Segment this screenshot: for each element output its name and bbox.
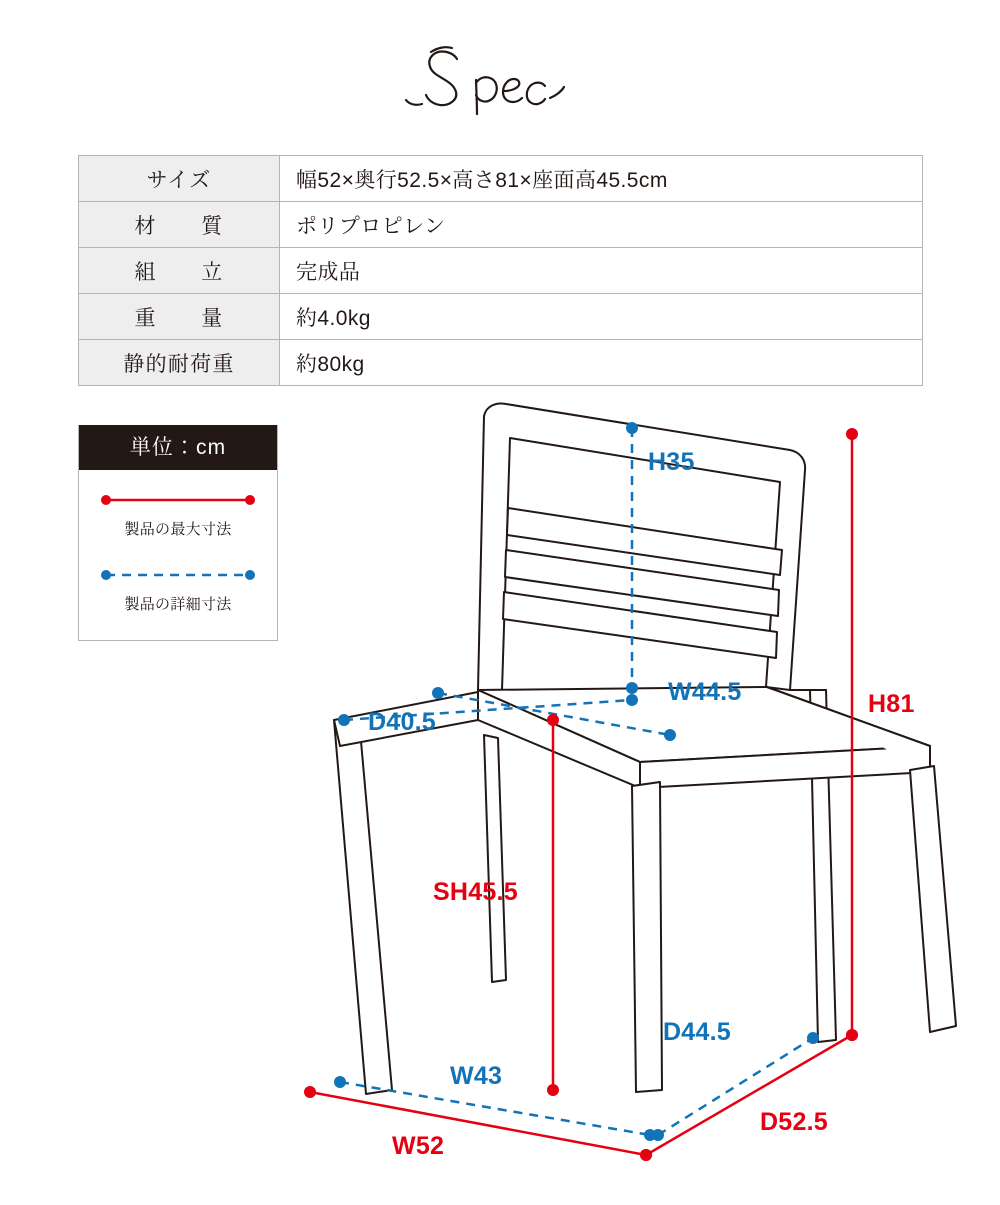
spec-title-script: [400, 42, 600, 122]
spec-value: 完成品: [280, 248, 923, 294]
table-row: [79, 340, 923, 386]
legend-detail-line: [79, 567, 277, 589]
label-h35: H35: [648, 448, 695, 476]
page-title: [0, 42, 1000, 122]
spec-label: 重 量: [79, 294, 280, 340]
label-d40-5: D40.5: [368, 708, 436, 736]
spec-value: 幅52×奥行52.5×高さ81×座面高45.5cm: [280, 156, 923, 202]
table-row: [79, 156, 923, 202]
table-row: [79, 248, 923, 294]
spec-value: ポリプロピレン: [280, 202, 923, 248]
label-w52: W52: [392, 1132, 445, 1160]
dim-sh45-5: [547, 714, 559, 1096]
spec-label: 組 立: [79, 248, 280, 294]
chair-dimension-diagram: [270, 390, 1000, 1200]
label-d44-5: D44.5: [663, 1018, 731, 1046]
legend-unit-header: 単位：cm: [79, 425, 277, 470]
spec-table: [78, 155, 923, 386]
spec-label: サイズ: [79, 156, 280, 202]
label-w43: W43: [450, 1062, 503, 1090]
legend-max-line: [79, 492, 277, 514]
dim-h81: [846, 428, 858, 1041]
dim-d52-5: [640, 1029, 858, 1161]
spec-value: 約80kg: [280, 340, 923, 386]
label-d52-5: D52.5: [760, 1108, 828, 1136]
dim-w52: [304, 1086, 652, 1161]
label-sh45-5: SH45.5: [433, 878, 518, 906]
table-row: [79, 294, 923, 340]
label-w44-5: W44.5: [668, 678, 742, 706]
spec-label: 静的耐荷重: [79, 340, 280, 386]
label-h81: H81: [868, 690, 915, 718]
spec-label: 材 質: [79, 202, 280, 248]
spec-value: 約4.0kg: [280, 294, 923, 340]
dim-h35: [626, 422, 638, 694]
table-row: [79, 202, 923, 248]
legend-box: [78, 425, 278, 641]
legend-detail-caption: 製品の詳細寸法: [124, 596, 232, 613]
dimension-lines: [270, 390, 1000, 1200]
legend-max-caption: 製品の最大寸法: [124, 521, 232, 538]
legend-body: [79, 470, 277, 640]
